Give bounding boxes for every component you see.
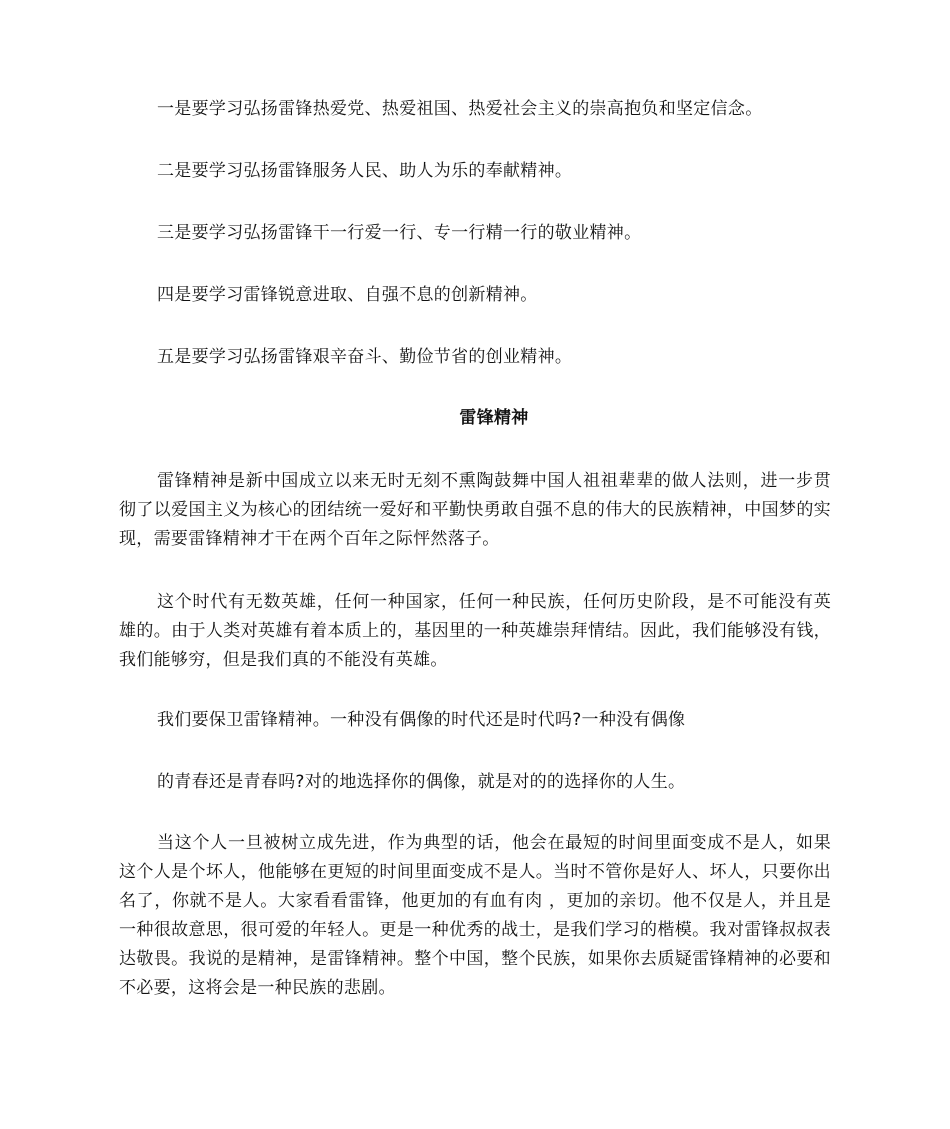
- paragraph-idol-line-one: 我们要保卫雷锋精神。一种没有偶像的时代还是时代吗?一种没有偶像: [157, 710, 686, 730]
- point-four: 四是要学习雷锋锐意进取、自强不息的创新精神。: [157, 285, 538, 305]
- point-one: 一是要学习弘扬雷锋热爱党、热爱祖国、热爱社会主义的崇高抱负和坚定信念。: [157, 99, 763, 119]
- paragraph-role-model: 当这个人一旦被树立成先进，作为典型的话，他会在最短的时间里面变成不是人，如果这个人是个坏人，他能够在更短的时间里面变成不是人。当时不管你是好人、坏人，只要你出名了，你就不是人。大家看看雷锋，他更加的有血有肉 ，更加的亲切。他不仅是人，并且是一种很故意思，很可爱的年轻人。更是一种优秀的战士，是我们学习的楷模。我对雷锋叔叔表达敬畏。我说的是精神，是雷锋精神。整个中国，整个民族，如果你去质疑雷锋精神的必要和不必要，这将会是一种民族的悲剧。: [119, 833, 831, 998]
- paragraph-heroes: 这个时代有无数英雄，任何一种国家，任何一种民族，任何历史阶段，是不可能没有英雄的。由于人类对英雄有着本质上的，基因里的一种英雄崇拜情结。因此，我们能够没有钱，我们能够穷，但是我们真的不能没有英雄。: [119, 592, 831, 670]
- point-five: 五是要学习弘扬雷锋艰辛奋斗、勤俭节省的创业精神。: [157, 347, 573, 367]
- paragraph-idol-line-two: 的青春还是青春吗?对的地选择你的偶像，就是对的的选择你的人生。: [157, 772, 686, 792]
- section-title: 雷锋精神: [459, 408, 529, 428]
- paragraph-lei-feng-spirit: 雷锋精神是新中国成立以来无时无刻不熏陶鼓舞中国人祖祖辈辈的做人法则，进一步贯彻了以爱国主义为核心的团结统一爱好和平勤快勇敢自强不息的伟大的民族精神，中国梦的实现，需要雷锋精神才干在两个百年之际怦然落子。: [119, 471, 831, 549]
- point-three: 三是要学习弘扬雷锋干一行爱一行、专一行精一行的敬业精神。: [157, 223, 642, 243]
- point-two: 二是要学习弘扬雷锋服务人民、助人为乐的奉献精神。: [157, 161, 573, 181]
